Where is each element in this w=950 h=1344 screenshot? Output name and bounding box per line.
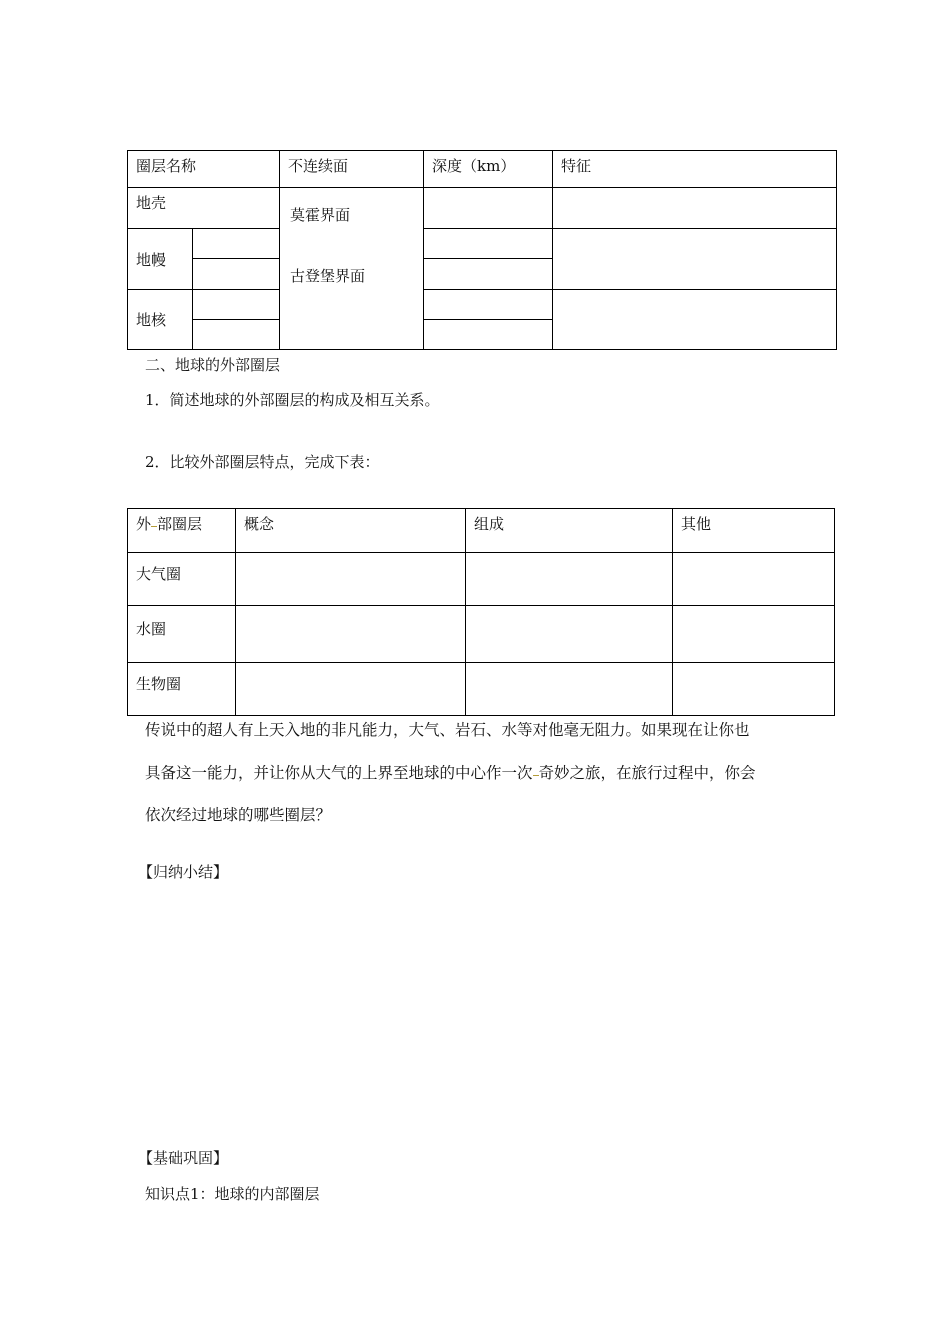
story-line-2-a: 具备这一能力，并让你从大气的上界至地球的中心作一次 [145, 764, 533, 782]
story-line-2-b: 奇妙之旅，在旅行过程中，你会 [538, 764, 756, 782]
mantle-depth-1 [424, 229, 553, 259]
hydrosphere-concept [236, 606, 466, 663]
story-line-2 [145, 761, 756, 783]
row-mantle-label: 地幔 [128, 229, 193, 290]
core-sub-1 [193, 290, 280, 320]
header-depth: 深度（km） [424, 151, 553, 188]
crust-depth-cell [424, 188, 553, 229]
story-line-3: 依次经过地球的哪些圈层？ [145, 806, 332, 824]
hydrosphere-composition [466, 606, 673, 663]
biosphere-concept [236, 663, 466, 716]
external-layers-table [127, 508, 835, 716]
row-core-label: 地核 [128, 290, 193, 350]
story-line-1: 传说中的超人有上天入地的非凡能力，大气、岩石、水等对他毫无阻力。如果现在让你也 [145, 721, 750, 739]
summary-heading: 【归纳小结】 [138, 863, 229, 881]
biosphere-composition [466, 663, 673, 716]
atmosphere-other [673, 553, 835, 606]
row-crust-label: 地壳 [128, 188, 280, 229]
biosphere-other [673, 663, 835, 716]
discontinuity-cell [280, 188, 424, 350]
atmosphere-composition [466, 553, 673, 606]
question-1: 1．简述地球的外部圈层的构成及相互关系。 [145, 391, 440, 409]
question-2: 2．比较外部圈层特点，完成下表： [145, 453, 380, 471]
gutenberg-label: 古登堡界面 [290, 267, 366, 285]
internal-layers-table [127, 150, 837, 350]
row-hydrosphere: 水圈 [128, 606, 236, 663]
row-atmosphere: 大气圈 [128, 553, 236, 606]
atmosphere-concept [236, 553, 466, 606]
core-depth-1 [424, 290, 553, 320]
header-external-layer-a: 外 [136, 515, 152, 533]
moho-label: 莫霍界面 [290, 206, 351, 224]
header-concept: 概念 [236, 509, 466, 553]
header-external-layer-b: 部圈层 [157, 515, 203, 533]
hydrosphere-other [673, 606, 835, 663]
header-discontinuity: 不连续面 [280, 151, 424, 188]
row-biosphere: 生物圈 [128, 663, 236, 716]
crust-feature-cell [553, 188, 837, 229]
mantle-sub-1 [193, 229, 280, 259]
core-sub-2 [193, 320, 280, 350]
header-composition: 组成 [466, 509, 673, 553]
header-feature: 特征 [553, 151, 837, 188]
section-heading: 二、地球的外部圈层 [145, 356, 281, 374]
header-other: 其他 [673, 509, 835, 553]
consolidation-heading: 【基础巩固】 [138, 1149, 229, 1167]
mantle-sub-2 [193, 259, 280, 290]
core-feature-cell [553, 290, 837, 350]
header-layer-name: 圈层名称 [128, 151, 280, 188]
core-depth-2 [424, 320, 553, 350]
header-external-layer [128, 509, 236, 553]
mantle-depth-2 [424, 259, 553, 290]
mantle-feature-cell [553, 229, 837, 290]
knowledge-point: 知识点1：地球的内部圈层 [145, 1185, 320, 1203]
